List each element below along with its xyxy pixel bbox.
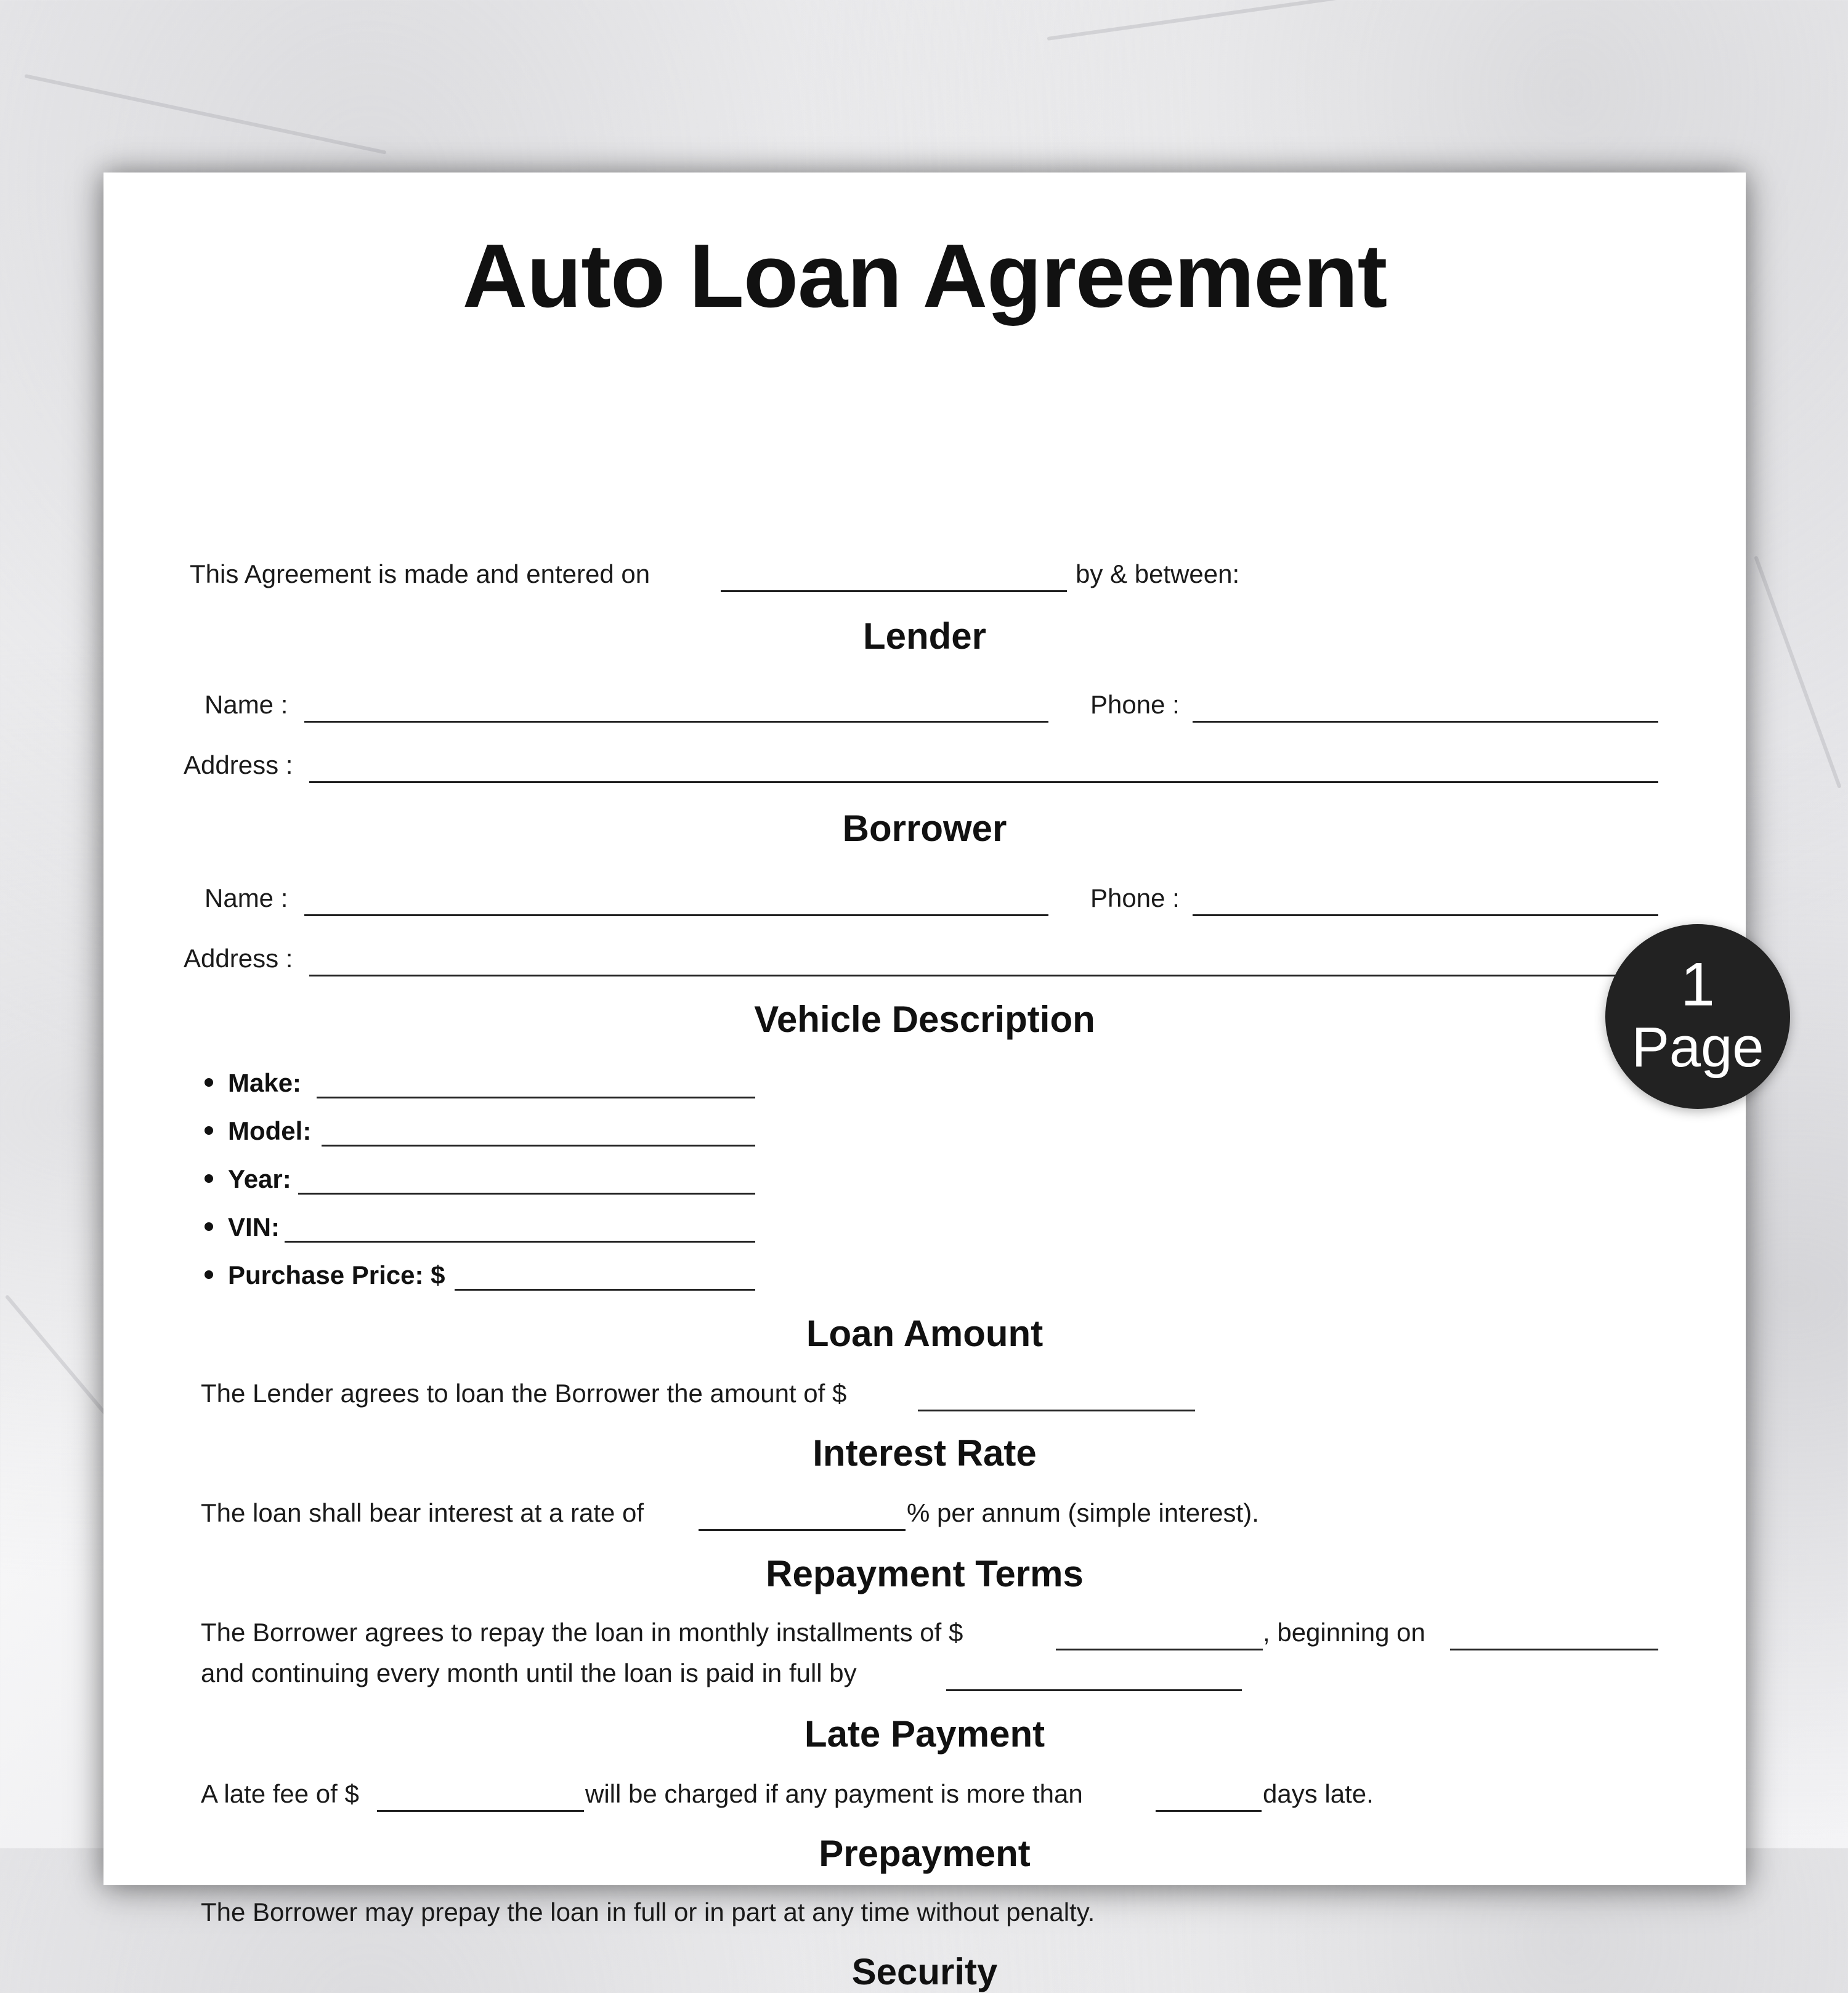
repayment-start-date-field[interactable]: [1450, 1649, 1658, 1650]
borrower-name-label: Name :: [205, 883, 288, 912]
borrower-heading: Borrower: [842, 808, 1007, 849]
bullet-icon: [205, 1222, 213, 1231]
borrower-address-label: Address :: [184, 944, 293, 973]
vehicle-vin-label: VIN:: [228, 1212, 280, 1241]
repayment-line2-prefix: and continuing every month until the loan is paid in full by: [201, 1658, 857, 1687]
interest-rate-heading: Interest Rate: [813, 1432, 1037, 1474]
vehicle-price-field[interactable]: [455, 1289, 755, 1291]
vehicle-make-label: Make:: [228, 1068, 302, 1097]
lender-name-label: Name :: [205, 690, 288, 719]
marble-vein: [24, 74, 386, 155]
vehicle-model-label: Model:: [228, 1116, 312, 1145]
lender-phone-field[interactable]: [1193, 721, 1658, 723]
bullet-icon: [205, 1126, 213, 1135]
lender-address-field[interactable]: [309, 781, 1658, 783]
borrower-phone-label: Phone :: [1090, 883, 1180, 912]
repayment-end-date-field[interactable]: [946, 1689, 1242, 1691]
loan-amount-heading: Loan Amount: [806, 1313, 1044, 1354]
late-payment-suffix: days late.: [1263, 1779, 1374, 1808]
lender-heading: Lender: [862, 615, 987, 657]
borrower-name-field[interactable]: [304, 914, 1048, 916]
vehicle-make-field[interactable]: [317, 1097, 755, 1098]
vehicle-year-field[interactable]: [298, 1193, 755, 1195]
prepayment-heading: Prepayment: [819, 1833, 1031, 1874]
late-payment-prefix: A late fee of $: [201, 1779, 359, 1808]
page-count-badge: [1605, 924, 1790, 1109]
marble-vein: [1754, 556, 1841, 789]
borrower-phone-field[interactable]: [1193, 914, 1658, 916]
bullet-icon: [205, 1078, 213, 1087]
prepayment-text: The Borrower may prepay the loan in full or in part at any time without penalty.: [201, 1898, 1095, 1926]
interest-rate-field[interactable]: [699, 1529, 906, 1531]
vehicle-price-label: Purchase Price: $: [228, 1260, 445, 1289]
repayment-line1-prefix: The Borrower agrees to repay the loan in monthly installments of $: [201, 1618, 963, 1647]
loan-amount-field[interactable]: [918, 1410, 1195, 1411]
intro-prefix: This Agreement is made and entered on: [190, 559, 650, 588]
agreement-date-field[interactable]: [721, 590, 1067, 592]
vehicle-heading: Vehicle Description: [754, 999, 1095, 1040]
late-payment-mid: will be charged if any payment is more than: [585, 1779, 1083, 1808]
bullet-icon: [205, 1270, 213, 1279]
monthly-installment-field[interactable]: [1056, 1649, 1263, 1650]
vehicle-vin-field[interactable]: [285, 1241, 755, 1243]
document-page: [103, 173, 1746, 1992]
lender-name-field[interactable]: [304, 721, 1048, 723]
interest-rate-prefix: The loan shall bear interest at a rate of: [201, 1498, 644, 1527]
marble-vein: [1047, 0, 1475, 41]
badge-label: Page: [1631, 1016, 1764, 1079]
interest-rate-suffix: % per annum (simple interest).: [907, 1498, 1259, 1527]
late-days-field[interactable]: [1156, 1810, 1262, 1812]
security-heading: Security: [851, 1951, 998, 1992]
vehicle-model-field[interactable]: [322, 1145, 755, 1147]
document-title: Auto Loan Agreement: [462, 225, 1387, 326]
loan-amount-text: The Lender agrees to loan the Borrower the amount of $: [201, 1379, 847, 1408]
repayment-heading: Repayment Terms: [766, 1553, 1084, 1594]
intro-suffix: by & between:: [1076, 559, 1240, 588]
repayment-line1-mid: , beginning on: [1263, 1618, 1425, 1647]
lender-phone-label: Phone :: [1090, 690, 1180, 719]
late-fee-field[interactable]: [377, 1810, 584, 1812]
badge-number: 1: [1680, 950, 1715, 1019]
lender-address-label: Address :: [184, 750, 293, 779]
borrower-address-field[interactable]: [309, 975, 1658, 976]
bullet-icon: [205, 1174, 213, 1183]
vehicle-year-label: Year:: [228, 1164, 291, 1193]
late-payment-heading: Late Payment: [804, 1713, 1045, 1755]
